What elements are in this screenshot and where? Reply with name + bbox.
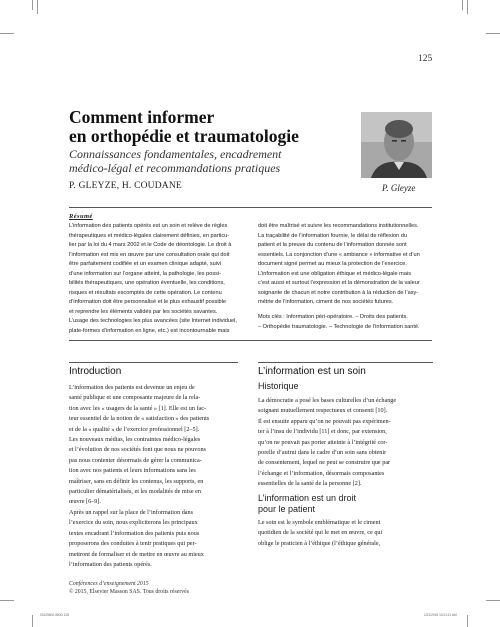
historique-line: essentielles de la santé de la personne [2]. [258, 480, 362, 488]
article-title-line: Comment informer [69, 107, 215, 127]
intro-line: l’information des patients opérés. [69, 560, 152, 568]
intro-line: pas nous contenter désormais de gérer la communica- [69, 456, 202, 464]
intro-line: particulier dématérialisés, et les modalités de mise en [69, 488, 201, 496]
page-number: 125 [418, 54, 433, 64]
footer [69, 580, 189, 596]
footer-copyright: © 2015, Elsevier Masson SAS. Tous droits réservés [69, 589, 189, 595]
crop-mark [0, 33, 14, 34]
droit-heading [258, 493, 356, 515]
historique-heading: Historique [258, 381, 299, 391]
historique-line: l’échange et l’information, désormais composantes [258, 469, 385, 477]
abstract-line: L’usage des technologies les plus avancées (site Internet individuel, [69, 318, 237, 325]
abstract-line: être parfaitement codifiée et un examen clinique adapté, suivi [69, 261, 222, 268]
abstract-line: d’une information sur l’organe atteint, la pathologie, les possi- [69, 270, 222, 277]
droit-line: Le soin est le symbole emblématique et le ciment [258, 519, 381, 526]
abstract-right-column [258, 222, 434, 308]
historique-line: soignant mutuellement respectueux et consenti [10]. [258, 407, 388, 415]
crop-mark [486, 600, 500, 601]
droit-heading-line: pour le patient [258, 504, 316, 514]
intro-line: tion avec nos patients et leurs informations sans les [69, 467, 196, 475]
abstract-bottom-rule [69, 340, 432, 341]
abstract-top-rule [69, 207, 432, 208]
photo-caption: P. Gleyze [382, 183, 416, 193]
crop-mark [462, 0, 463, 10]
print-slug-left: 00125602.INDD 125 [40, 613, 70, 617]
abstract-line: d’information doit être personnalisé et le plus exhaustif possible [69, 299, 227, 306]
historique-line: de consentement, lequel ne peut se construire que par [258, 459, 391, 467]
keywords-line: Mots clés : Information péri-opératoire. – Droits des patients. [258, 314, 408, 320]
historique-line: qu’on ne pouvait pas porter atteinte à l’intégrité cor- [258, 438, 388, 446]
keywords-line: – Orthopédie traumatologie. – Technologie de l’information santé. [258, 323, 420, 330]
intro-line: teur essentiel de la notion de « satisfaction » des patients [69, 415, 210, 423]
abstract-line: soignante de chacun et notre contribution à la réduction de l’asy- [258, 289, 419, 296]
intro-line: tion avec les « usagers de la santé » [1]. Elle est un fac- [69, 404, 207, 412]
droit-line: oblige le praticien à l’éthique (l’éthique générale, [258, 539, 381, 547]
abstract-line: document signé permet au mieux la protection de l’exercice. [258, 261, 407, 268]
article-subtitle [69, 147, 349, 175]
historique-line: La démocratie a posé les bases culturelles d’un échange [258, 397, 397, 404]
droit-line: quotidien de la société qui le met en œuvre, ce qui [258, 529, 383, 537]
author-photo [361, 112, 432, 178]
abstract-line: bilités thérapeutiques, une opération éventuelle, les conditions, [69, 280, 225, 287]
droit-text [258, 518, 434, 549]
article-subtitle-line: Connaissances fondamentales, encadrement [69, 147, 282, 161]
abstract-line: essentiels. La conjonction d’une « ambiance » informative et d’un [258, 251, 420, 258]
print-slug-right: 1/21/2015 10:21:11 AM [424, 613, 457, 617]
intro-text [69, 383, 239, 570]
abstract-left-column [69, 222, 247, 337]
portrait-illustration [361, 112, 432, 178]
crop-mark [32, 0, 33, 10]
crop-mark [37, 0, 38, 14]
article-title [69, 108, 359, 146]
abstract-line: L’information des patients opérés est un soin et relève de règles [69, 223, 228, 229]
authors: P. GLEYZE, H. COUDANE [69, 181, 182, 191]
intro-line: mettront de formaliser et de mettre en œuvre au mieux [69, 550, 204, 558]
keywords [258, 313, 434, 332]
intro-line: et de la « qualité » de l’exercice professionnel [2–5]. [69, 425, 200, 433]
abstract-line: thérapeutiques et médico-légales clairement définies, en particu- [69, 232, 230, 239]
intro-heading-rule [69, 362, 238, 363]
article-title-line: en orthopédie et traumatologie [69, 126, 299, 146]
historique-line: porelle d’autrui dans le cadre d’un soin sans obtenir [258, 449, 387, 457]
crop-mark [467, 0, 468, 14]
abstract-line: risques et résultats escomptés de cette opération. Le contenu [69, 289, 222, 296]
crop-mark [0, 600, 14, 601]
crop-mark [467, 615, 468, 627]
crop-mark [32, 615, 33, 627]
abstract-line: L’information est une obligation éthique et médico-légale mais [258, 270, 411, 277]
intro-heading: Introduction [69, 366, 122, 377]
historique-text [258, 396, 434, 490]
soin-heading-rule [258, 362, 433, 363]
intro-line: L’information des patients est devenue un enjeu de [69, 384, 195, 391]
abstract-line: patient et la preuve du contenu de l’information donnée sont [258, 242, 407, 249]
intro-line: Les nouveaux médias, les contraintes médico-légales [69, 436, 201, 444]
abstract-line: lier par la loi du 4 mars 2002 et le Code de déontologie. Le droit à [69, 242, 232, 249]
abstract-heading: Résumé [69, 213, 93, 220]
abstract-line: et reprendre les éléments validés par les sociétés savantes. [69, 308, 218, 315]
soin-heading: L’information est un soin [258, 366, 366, 377]
abstract-line: c’est aussi et surtout l’expression et la démonstration de la valeur [258, 280, 420, 287]
intro-line: œuvre [6–9]. [69, 498, 101, 506]
abstract-line: plate-formes d’information en ligne, etc.) est incontournable mais [69, 328, 230, 335]
droit-heading-line: L’information est un droit [258, 493, 357, 503]
intro-line: santé publique et une composante majeure de la rela- [69, 394, 201, 402]
footer-conference: Conférences d’enseignement 2015 [69, 581, 149, 587]
abstract-line: métrie de l’information, ciment de nos sociétés futures. [258, 299, 394, 306]
historique-line: ter à l’insu de l’individu [11] et donc, par extension, [258, 428, 387, 436]
intro-line: l’exercice du soin, nous expliciterons les principaux [69, 519, 198, 527]
crop-mark [486, 33, 500, 34]
article-subtitle-line: médico-légal et recommandations pratiques [69, 161, 281, 175]
abstract-line: La traçabilité de l’information fournie, le délai de réflexion du [258, 232, 407, 239]
intro-line: Après un rappel sur la place de l’information dans [69, 508, 194, 516]
abstract-line: doit être maîtrisé et suivre les recommandations institutionnelles. [258, 223, 419, 229]
intro-line: maîtriser, sans en définir les contenus, les supports, en [69, 477, 204, 485]
abstract-line: l’information est mis en œuvre par une consultation orale qui doit [69, 251, 230, 258]
intro-line: textes encadrant l’information des patients puis nous [69, 529, 200, 537]
intro-line: et l’évolution de nos sociétés font que nous ne pouvons [69, 446, 206, 454]
historique-line: Il est ensuite apparu qu’on ne pouvait pas expérimen- [258, 417, 391, 425]
intro-line: proposerons des conduites à tenir pratiques qui per- [69, 540, 197, 548]
